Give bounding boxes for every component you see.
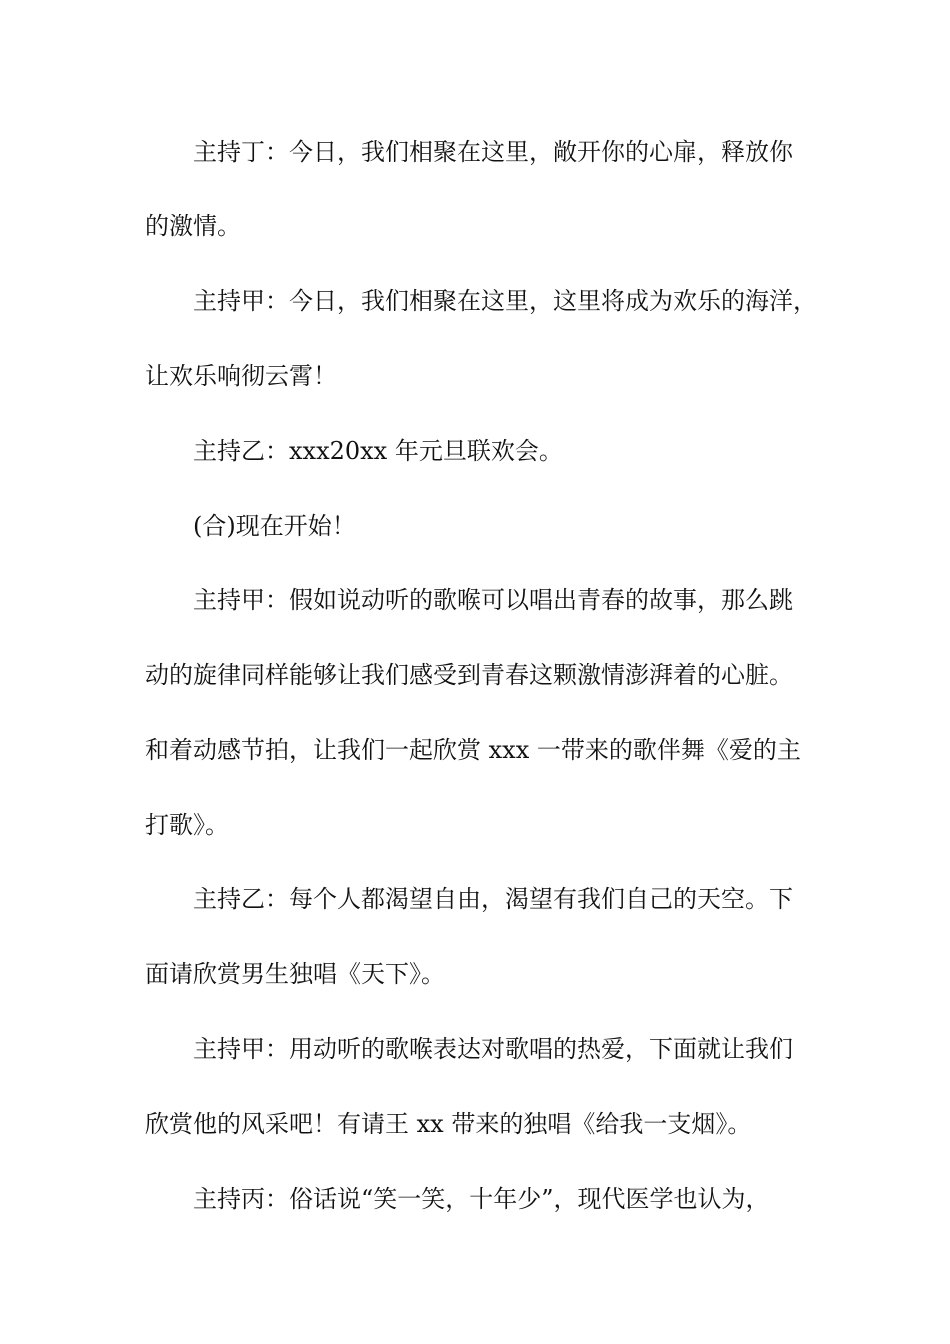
paragraph-line: 欣赏他的风采吧！有请王 xx 带来的独唱《给我一支烟》。 bbox=[145, 1110, 752, 1138]
paragraph-line: 动的旋律同样能够让我们感受到青春这颗激情澎湃着的心脏。 bbox=[145, 661, 793, 689]
paragraph-line: (合)现在开始！ bbox=[193, 512, 356, 540]
paragraph-line: 主持甲：今日，我们相聚在这里，这里将成为欢乐的海洋， bbox=[193, 287, 817, 315]
paragraph-line: 和着动感节拍，让我们一起欣赏 xxx 一带来的歌伴舞《爱的主 bbox=[145, 736, 801, 764]
paragraph-line: 主持乙：每个人都渴望自由，渴望有我们自己的天空。下 bbox=[193, 885, 793, 913]
paragraph-line: 主持甲：用动听的歌喉表达对歌唱的热爱，下面就让我们 bbox=[193, 1035, 793, 1063]
paragraph-line: 面请欣赏男生独唱《天下》。 bbox=[145, 960, 445, 988]
paragraph-line: 主持乙：xxx20xx 年元旦联欢会。 bbox=[193, 437, 563, 465]
paragraph-line: 打歌》。 bbox=[145, 811, 229, 839]
paragraph-line: 主持丁：今日，我们相聚在这里，敞开你的心扉，释放你 bbox=[193, 138, 793, 166]
paragraph-line: 的激情。 bbox=[145, 212, 241, 240]
paragraph-line: 主持丙：俗话说“笑一笑，十年少”，现代医学也认为， bbox=[193, 1185, 770, 1213]
paragraph-line: 主持甲：假如说动听的歌喉可以唱出青春的故事，那么跳 bbox=[193, 586, 793, 614]
paragraph-line: 让欢乐响彻云霄！ bbox=[145, 362, 337, 390]
